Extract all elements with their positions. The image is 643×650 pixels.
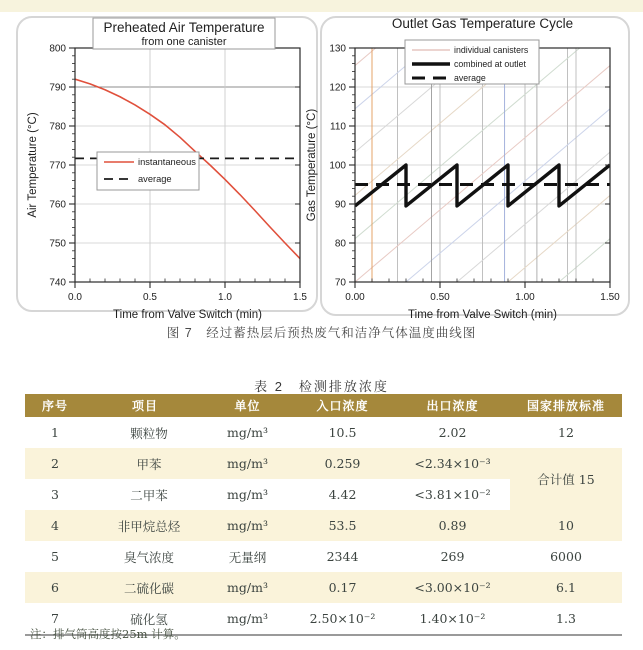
outlet-gas-temperature-cycle-chart — [300, 14, 630, 321]
svg-text:Outlet Gas Temperature Cycle: Outlet Gas Temperature Cycle — [391, 16, 574, 31]
table-cell: 1.3 — [510, 603, 622, 635]
svg-text:instantaneous: instantaneous — [138, 157, 196, 167]
table-cell: 甲苯 — [85, 448, 205, 479]
table-row — [25, 448, 622, 479]
preheated-air-temperature-chart — [20, 14, 312, 321]
table-cell: 12 — [558, 425, 574, 440]
svg-text:0.5: 0.5 — [143, 292, 157, 303]
table-cell: 1 — [51, 425, 59, 440]
svg-text:average: average — [454, 73, 486, 83]
table-cell: 7 — [25, 603, 85, 635]
table-header — [25, 394, 622, 417]
table-cell: mg/m³ — [205, 510, 290, 541]
legend — [405, 40, 539, 84]
svg-text:0.00: 0.00 — [345, 292, 365, 303]
column-header: 出口浓度 — [395, 394, 510, 417]
table-body — [25, 417, 622, 635]
table-cell: 2.50×10⁻² — [290, 603, 395, 635]
y-axis-label: Air Temperature (°C) — [27, 112, 39, 218]
x-axis-label: Time from Valve Switch (min) — [408, 309, 557, 321]
svg-text:Preheated Air Temperature: Preheated Air Temperature — [103, 20, 265, 35]
svg-text:70: 70 — [334, 277, 346, 289]
table-cell: 0.89 — [395, 510, 510, 541]
table-cell: 臭气浓度 — [123, 549, 174, 565]
table-cell: 3 — [51, 487, 59, 502]
table-footnote: 注：排气筒高度按25m 计算。 — [30, 627, 186, 641]
table-title: 表 2 检测排放浓度 — [254, 379, 389, 394]
chart-title — [93, 18, 275, 49]
svg-text:individual canisters: individual canisters — [454, 45, 529, 55]
table-cell: mg/m³ — [205, 572, 290, 603]
svg-text:80: 80 — [334, 238, 346, 250]
table-cell: 4 — [25, 510, 85, 541]
table-row — [25, 572, 622, 603]
column-header: 入口浓度 — [290, 394, 395, 417]
svg-text:800: 800 — [49, 43, 66, 55]
column-header: 国家排放标准 — [510, 394, 622, 417]
table-cell: 2 — [25, 448, 85, 479]
svg-text:130: 130 — [329, 43, 346, 55]
table-cell: 2.02 — [438, 425, 467, 440]
table-cell: <2.34×10⁻³ — [395, 448, 510, 479]
svg-text:740: 740 — [49, 277, 66, 289]
table-cell: 269 — [440, 549, 465, 564]
svg-text:790: 790 — [49, 82, 66, 94]
table-cell: 6.1 — [510, 572, 622, 603]
table-cell: mg/m³ — [227, 487, 268, 502]
table-cell: 1.40×10⁻² — [395, 603, 510, 635]
svg-text:120: 120 — [329, 82, 346, 94]
table-cell: mg/m³ — [205, 448, 290, 479]
svg-text:760: 760 — [49, 199, 66, 211]
column-header: 单位 — [205, 394, 290, 417]
table-cell: <3.00×10⁻² — [395, 572, 510, 603]
column-header: 序号 — [25, 394, 85, 417]
svg-text:0.50: 0.50 — [430, 292, 450, 303]
table-row — [25, 510, 622, 541]
table-cell: 硫化氢 — [85, 603, 205, 635]
scan-tint-strip — [0, 0, 643, 12]
table-cell: 10.5 — [328, 425, 357, 440]
table-cell: mg/m³ — [227, 425, 268, 440]
svg-text:1.5: 1.5 — [293, 292, 307, 303]
svg-text:1.50: 1.50 — [600, 292, 620, 303]
table-row — [25, 417, 622, 448]
svg-text:770: 770 — [49, 160, 66, 172]
table-cell: 颗粒物 — [130, 425, 168, 441]
svg-text:1.0: 1.0 — [218, 292, 232, 303]
svg-text:combined at outlet: combined at outlet — [454, 59, 526, 69]
x-axis-label: Time from Valve Switch (min) — [113, 309, 262, 321]
table-cell: 合计值 15 — [510, 448, 622, 510]
axes — [306, 44, 620, 322]
table-cell: 10 — [510, 510, 622, 541]
legend — [97, 152, 199, 190]
svg-text:0.0: 0.0 — [68, 292, 82, 303]
table-cell: 二甲苯 — [130, 487, 168, 503]
figure-caption: 图 7 经过蓄热层后预热废气和洁净气体温度曲线图 — [166, 326, 477, 340]
table-cell: 53.5 — [290, 510, 395, 541]
table-cell: <3.81×10⁻² — [414, 487, 491, 502]
table-cell: 0.259 — [290, 448, 395, 479]
svg-text:1.00: 1.00 — [515, 292, 535, 303]
table-cell: 0.17 — [290, 572, 395, 603]
svg-text:110: 110 — [330, 121, 346, 133]
table-row — [25, 541, 622, 572]
emissions-table — [25, 394, 622, 636]
table-cell: 6000 — [550, 549, 582, 564]
svg-text:90: 90 — [334, 199, 346, 211]
chart-title — [392, 16, 573, 31]
table-cell: 二硫化碳 — [85, 572, 205, 603]
table-cell: 5 — [51, 549, 59, 564]
table-cell: 非甲烷总烃 — [85, 510, 205, 541]
table-cell: 无量纲 — [228, 549, 267, 565]
column-header: 项目 — [85, 394, 205, 417]
svg-text:780: 780 — [49, 121, 66, 133]
y-axis-label: Gas Temperature (°C) — [306, 108, 318, 222]
table-cell: 4.42 — [328, 487, 357, 502]
svg-text:100: 100 — [329, 160, 346, 172]
svg-text:750: 750 — [49, 238, 66, 250]
table-cell: 2344 — [326, 549, 359, 564]
table-cell: 6 — [25, 572, 85, 603]
svg-text:from one canister: from one canister — [141, 36, 227, 48]
table-cell: mg/m³ — [205, 603, 290, 635]
svg-text:average: average — [138, 174, 172, 184]
